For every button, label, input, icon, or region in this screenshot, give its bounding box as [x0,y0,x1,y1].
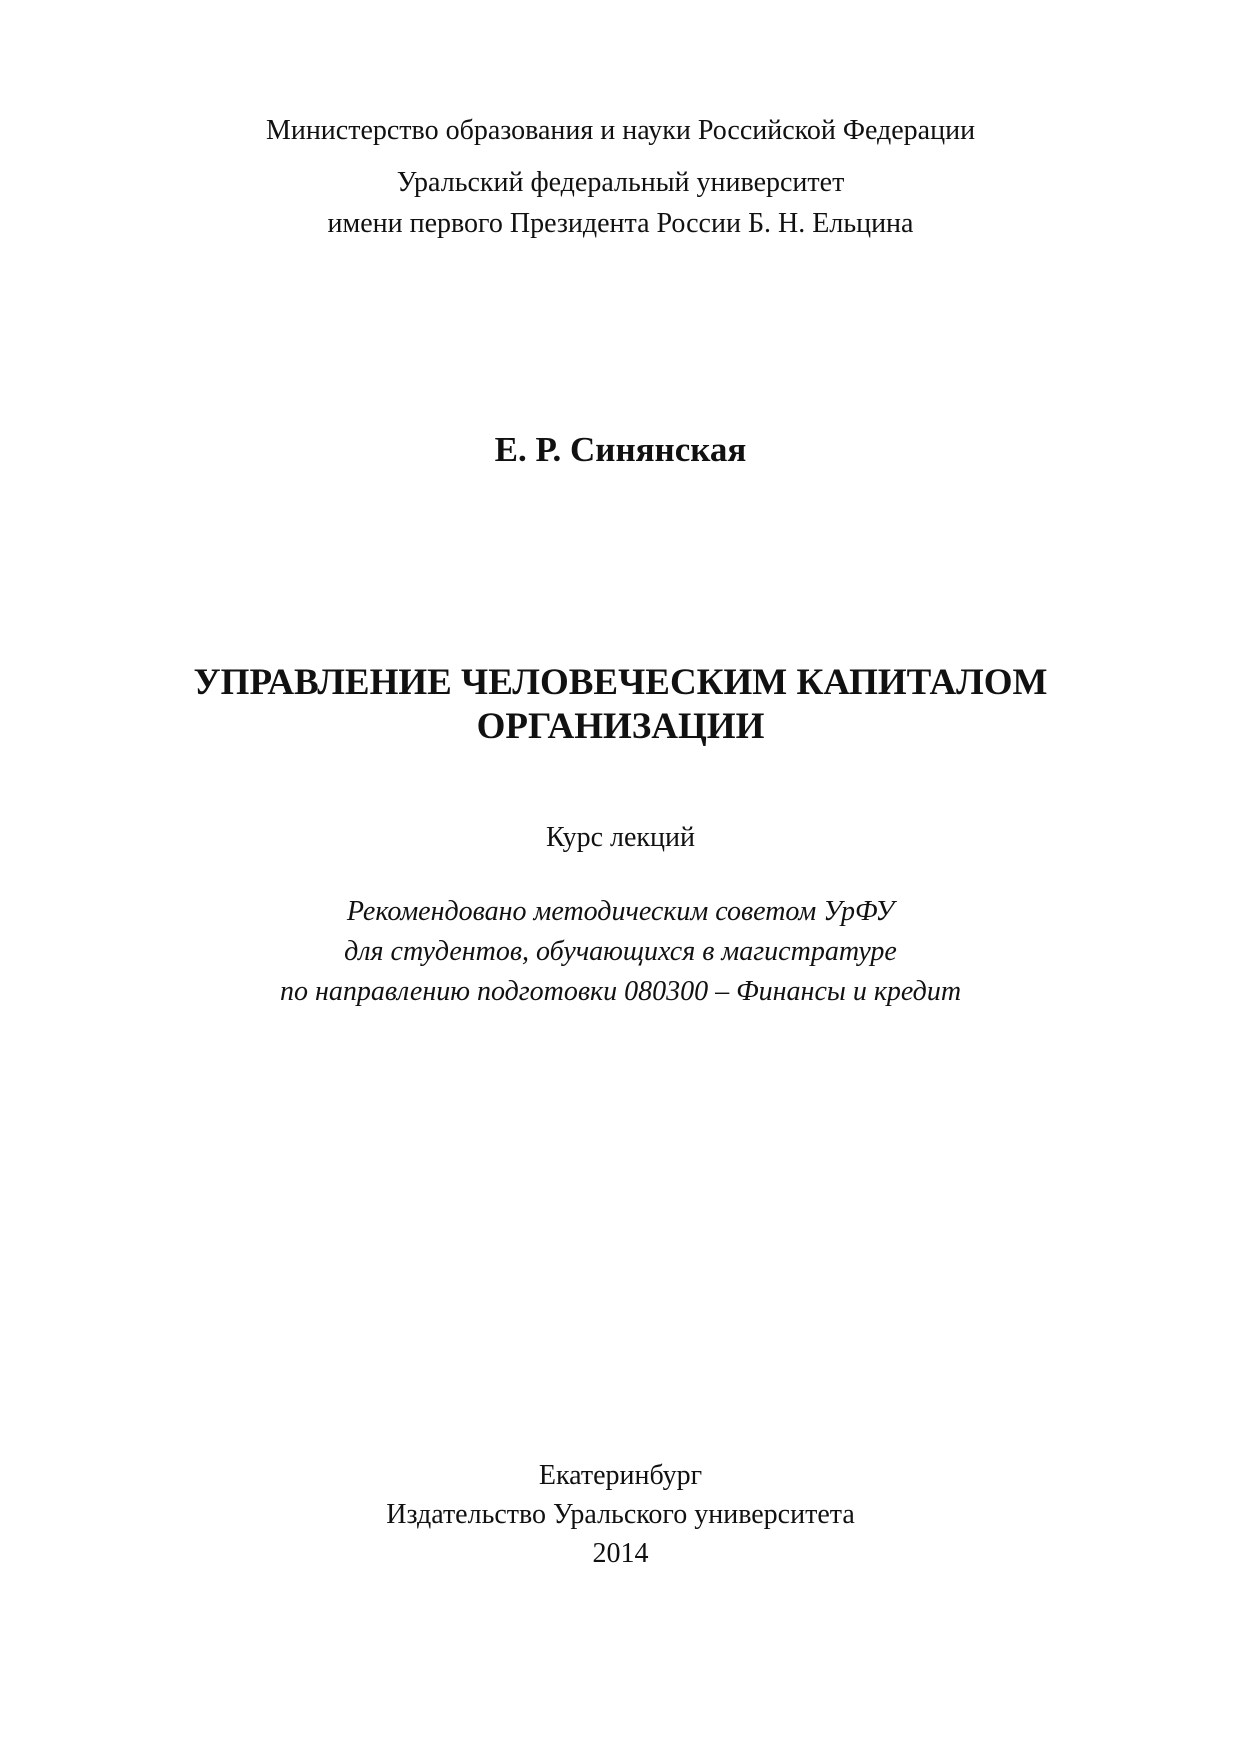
university-name-line1: Уральский федеральный университет [396,167,845,198]
title-line2: ОРГАНИЗАЦИИ [476,706,765,747]
author-name: Е. Р. Синянская [494,430,747,469]
imprint-city: Екатеринбург [538,1460,703,1491]
recommendation-line3: по направлению подготовки 080300 – Финансы и кредит [279,976,962,1007]
ministry-line: Министерство образования и науки Российской Федерации [265,115,976,146]
recommendation-line1: Рекомендовано методическим советом УрФУ [346,896,895,927]
subtitle: Курс лекций [546,822,695,853]
university-name-line2: имени первого Президента России Б. Н. Ельцина [327,208,914,239]
imprint-publisher: Издательство Уральского университета [386,1499,855,1530]
recommendation-line2: для студентов, обучающихся в магистратуре [344,936,897,967]
title-line1: УПРАВЛЕНИЕ ЧЕЛОВЕЧЕСКИМ КАПИТАЛОМ [193,662,1048,703]
imprint-year: 2014 [592,1538,649,1569]
